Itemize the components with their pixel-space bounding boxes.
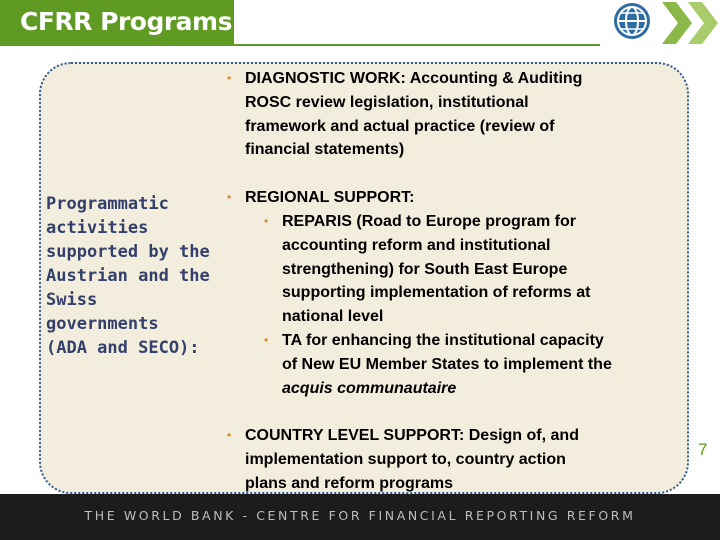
bullet-dot-icon: • — [227, 428, 232, 442]
page-number: 7 — [698, 440, 708, 459]
diagnostic-work-bullet: • DIAGNOSTIC WORK: Accounting & Auditing ROSC review legislation, institutional framework and actual practice (review of financial statements) — [245, 67, 582, 162]
footer-bar — [0, 494, 720, 540]
world-bank-globe-icon — [600, 0, 720, 46]
ta-sub-bullet: • TA for enhancing the institutional capacity of New EU Member States to implement the acquis communautaire — [282, 329, 612, 400]
bullet-dot-icon: • — [264, 214, 269, 228]
bullet-dot-icon: • — [227, 190, 232, 204]
country-level-bullet: • COUNTRY LEVEL SUPPORT: Design of, and implementation support to, country action plans and reform programs — [245, 424, 579, 495]
page-title: CFRR Programs — [20, 7, 232, 36]
footer-text: THE WORLD BANK - CENTRE FOR FINANCIAL REPORTING REFORM — [84, 508, 636, 523]
reparis-sub-bullet: • REPARIS (Road to Europe program for accounting reform and institutional strengthening) for South East Europe supporting implementation of reforms at national level — [282, 210, 590, 329]
title-bar — [0, 0, 234, 46]
bullet-dot-icon: • — [264, 333, 269, 347]
programmatic-activities-label: Programmatic activities supported by the Austrian and the Swiss governments (ADA and SECO): — [46, 194, 210, 358]
bullet-dot-icon: • — [227, 71, 232, 85]
regional-support-bullet: • REGIONAL SUPPORT: — [245, 186, 415, 210]
